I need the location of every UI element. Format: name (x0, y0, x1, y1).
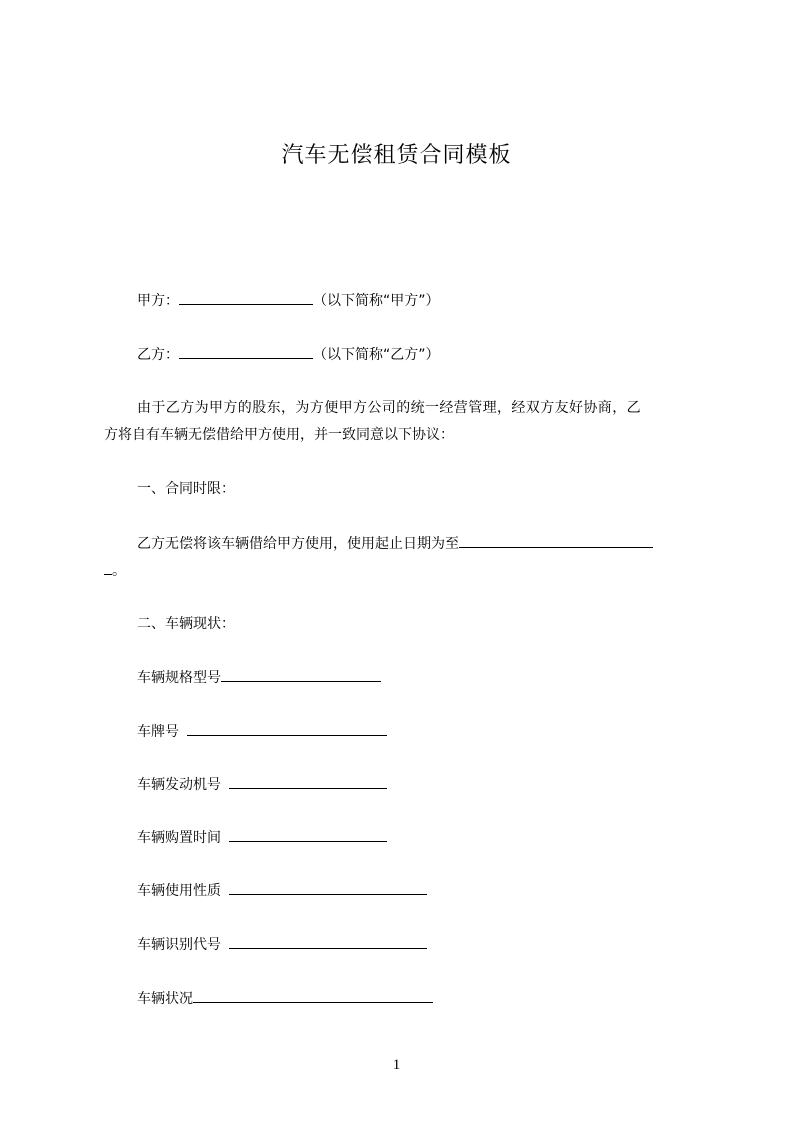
section-1-period: 。 (112, 563, 126, 579)
field-vehicle-model (137, 667, 381, 688)
section-2-heading: 二、车辆现状： (137, 616, 235, 632)
field-label: 车辆规格型号 (137, 670, 221, 686)
field-label: 车牌号 (137, 724, 179, 740)
party-b-line (137, 344, 440, 365)
preamble-line-2: 方将自有车辆无偿借给甲方使用，并一致同意以下协议： (104, 427, 454, 443)
section-1-heading: 一、合同时限： (137, 481, 235, 497)
field-label: 车辆购置时间 (137, 830, 221, 846)
field-engine-number (137, 774, 387, 795)
field-plate-number (137, 721, 387, 742)
field-blank (229, 880, 427, 895)
field-blank (229, 827, 387, 842)
preamble-line-1: 由于乙方为甲方的股东，为方便甲方公司的统一经营管理，经双方友好协商，乙 (137, 400, 641, 416)
field-blank (221, 667, 381, 682)
field-label: 车辆状况 (137, 991, 193, 1007)
field-label: 车辆使用性质 (137, 883, 221, 899)
field-vehicle-condition (137, 988, 433, 1009)
field-label: 车辆识别代号 (137, 937, 221, 953)
date-range-blank-continued (104, 560, 112, 575)
section-1-text-line-2 (104, 560, 126, 581)
party-b-label: 乙方： (137, 347, 179, 363)
field-blank (229, 774, 387, 789)
party-a-label: 甲方： (137, 293, 179, 309)
party-a-blank (179, 290, 313, 305)
field-usage-nature (137, 880, 427, 901)
field-blank (193, 988, 433, 1003)
party-b-suffix: （以下简称“乙方”） (313, 347, 440, 363)
section-1-text: 乙方无偿将该车辆借给甲方使用，使用起止日期为至 (137, 536, 459, 552)
party-b-blank (179, 344, 313, 359)
field-vin (137, 934, 427, 955)
field-label: 车辆发动机号 (137, 777, 221, 793)
page-number: 1 (392, 1057, 401, 1073)
section-1-text-line-1 (137, 533, 653, 554)
field-blank (187, 721, 387, 736)
field-blank (229, 934, 427, 949)
document-title: 汽车无偿租赁合同模板 (281, 143, 512, 168)
date-range-blank (459, 533, 653, 548)
party-a-suffix: （以下简称“甲方”） (313, 293, 440, 309)
field-purchase-date (137, 827, 387, 848)
party-a-line (137, 290, 440, 311)
